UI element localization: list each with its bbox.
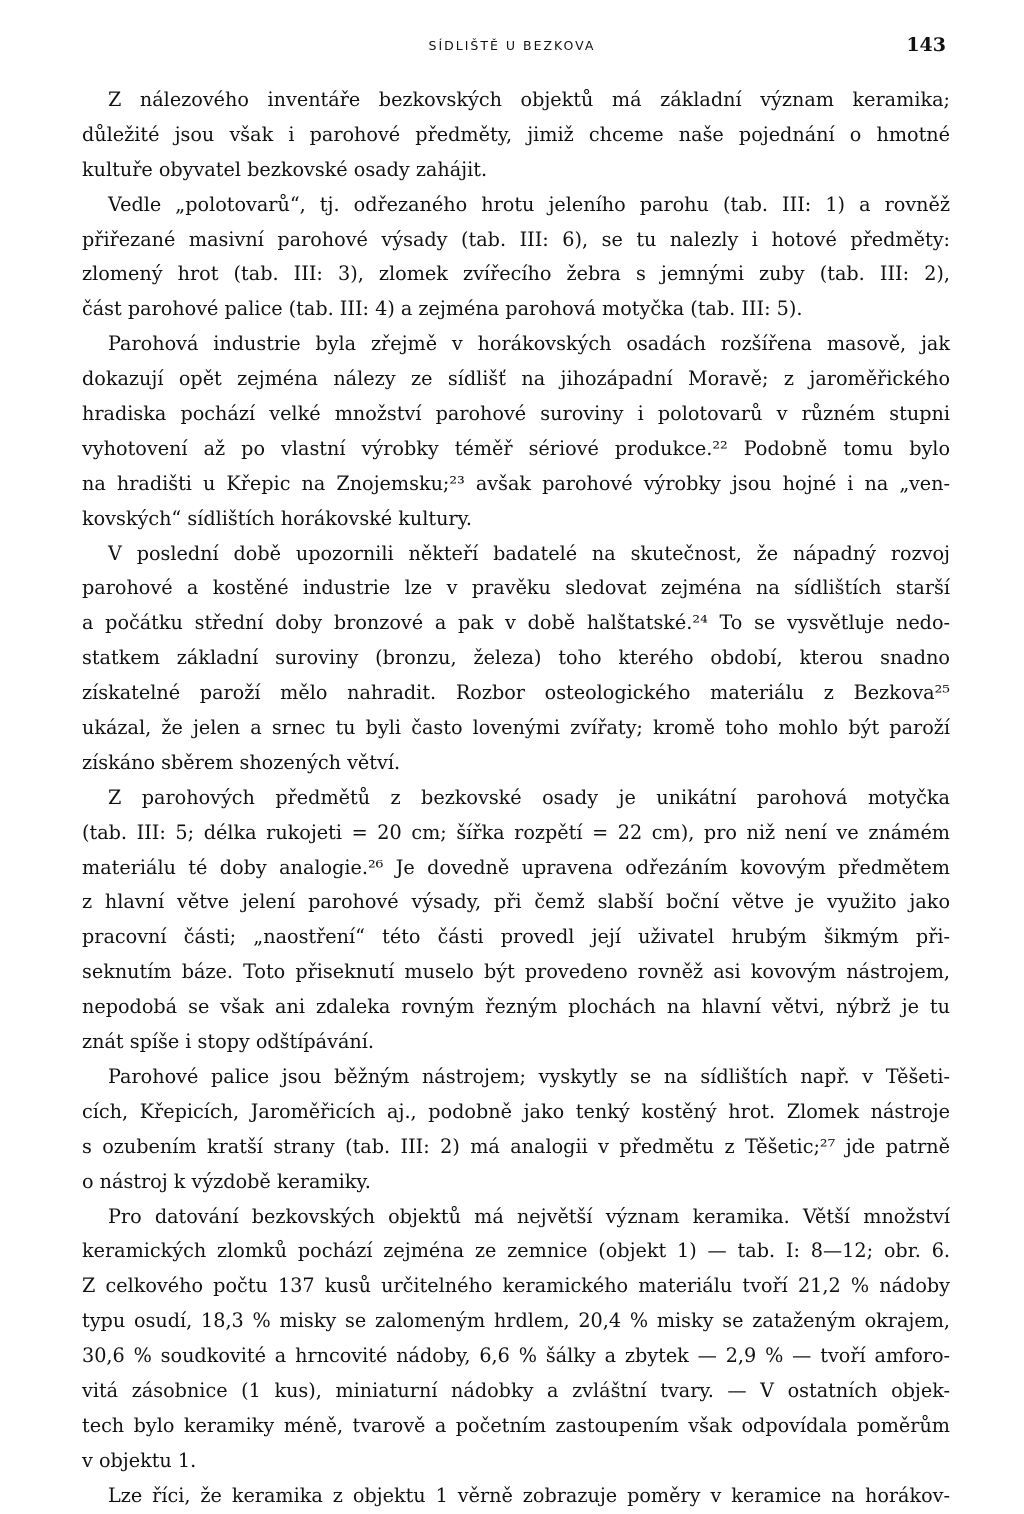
text-line: pracovní části; „naostření“ této části provedl její uživatel hrubým šikmým při- [82, 925, 950, 949]
text-line: v objektu 1. [82, 1448, 197, 1472]
text-line: s ozubením kratší strany (tab. III: 2) má analogii v předmětu z Těšetic;²⁷ jde patrně [82, 1134, 950, 1158]
text-line: na hradišti u Křepic na Znojemsku;²³ avšak parohové výrobky jsou hojné i na „ven- [82, 471, 950, 495]
text-line: Z nálezového inventáře bezkovských objektů má základní význam keramika; [108, 88, 950, 111]
text-line: část parohové palice (tab. III: 4) a zejména parohová motyčka (tab. III: 5). [82, 297, 803, 321]
text-line: znát spíše i stopy odštípávání. [82, 1030, 374, 1054]
text-line: keramických zlomků pochází zejména ze zemnice (objekt 1) — tab. I: 8—12; obr. 6. [82, 1239, 950, 1263]
text-line: důležité jsou však i parohové předměty, jimiž chceme naše pojednání o hmotné [82, 122, 950, 146]
page-number: 143 [906, 34, 946, 56]
text-line: Z celkového počtu 137 kusů určitelného keramického materiálu tvoří 21,2 % nádoby [82, 1274, 950, 1298]
text-line: ukázal, že jelen a srnec tu byli často lovenými zvířaty; kromě toho mohlo být paroží [82, 716, 950, 740]
text-line: parohové a kostěné industrie lze v pravěku sledovat zejména na sídlištích starší [82, 576, 950, 600]
text-line: o nástroj k výzdobě keramiky. [82, 1169, 371, 1193]
text-line: statkem základní suroviny (bronzu, železa) toho kterého období, kterou snadno [82, 646, 950, 670]
text-line: cích, Křepicích, Jaroměřicích aj., podobně jako tenký kostěný hrot. Zlomek nástroje [82, 1099, 950, 1123]
text-line: 30,6 % soudkovité a hrncovité nádoby, 6,6 % šálky a zbytek — 2,9 % — tvoří amforo- [82, 1344, 950, 1368]
running-title: SÍDLIŠTĚ U BEZKOVA [428, 38, 596, 53]
text-line: získáno sběrem shozených větví. [82, 750, 401, 774]
text-line: Parohové palice jsou běžným nástrojem; vyskytly se na sídlištích např. v Těšeti- [108, 1064, 950, 1088]
text-line: vyhotovení až po vlastní výrobky téměř sériové produkce.²² Podobně tomu bylo [82, 436, 950, 460]
text-line: a počátku střední doby bronzové a pak v době halštatské.²⁴ To se vysvětluje nedo- [82, 611, 950, 635]
text-line: seknutím báze. Toto přiseknutí muselo být provedeno rovněž asi kovovým nástrojem, [82, 960, 950, 984]
text-line: Vedle „polotovarů“, tj. odřezaného hrotu jeleního parohu (tab. III: 1) a rovněž [108, 192, 950, 216]
text-line: Lze říci, že keramika z objektu 1 věrně zobrazuje poměry v keramice na horákov- [108, 1483, 950, 1507]
running-head [0, 34, 1024, 60]
text-line: kovských“ sídlištích horákovské kultury. [82, 506, 472, 530]
text-line: zlomený hrot (tab. III: 3), zlomek zvířecího žebra s jemnými zuby (tab. III: 2), [82, 262, 950, 286]
text-line: Parohová industrie byla zřejmě v horákovských osadách rozšířena masově, jak [108, 332, 950, 356]
text-line: Z parohových předmětů z bezkovské osady je unikátní parohová motyčka [108, 785, 950, 809]
text-line: materiálu té doby analogie.²⁶ Je dovedně upravena odřezáním kovovým předmětem [82, 855, 950, 879]
body-text [82, 83, 950, 1514]
text-line: typu osudí, 18,3 % misky se zalomeným hrdlem, 20,4 % misky se zataženým okrajem, [82, 1309, 950, 1333]
text-line: nepodobá se však ani zdaleka rovným řezným plochách na hlavní větvi, nýbrž je tu [82, 995, 950, 1019]
text-line: získatelné paroží mělo nahradit. Rozbor osteologického materiálu z Bezkova²⁵ [82, 681, 950, 705]
text-line: (tab. III: 5; délka rukojeti = 20 cm; šířka rozpětí = 22 cm), pro niž není ve známém [82, 820, 950, 844]
text-line: vitá zásobnice (1 kus), miniaturní nádobky a zvláštní tvary. — V ostatních objek- [82, 1378, 950, 1402]
text-line: Pro datování bezkovských objektů má největší význam keramika. Větší množství [108, 1204, 950, 1228]
text-line: tech bylo keramiky méně, tvarově a početním zastoupením však odpovídala poměrům [82, 1413, 950, 1437]
text-line: V poslední době upozornili někteří badatelé na skutečnost, že nápadný rozvoj [108, 541, 950, 565]
text-line: z hlavní větve jelení parohové výsady, při čemž slabší boční větve je využito jako [82, 890, 950, 914]
text-line: kultuře obyvatel bezkovské osady zahájit. [82, 157, 488, 181]
text-line: přiřezané masivní parohové výsady (tab. III: 6), se tu nalezly i hotové předměty: [82, 227, 950, 251]
text-line: hradiska pochází velké množství parohové suroviny i polotovarů v různém stupni [82, 402, 950, 426]
text-line: dokazují opět zejména nálezy ze sídlišť na jihozápadní Moravě; z jaroměřického [82, 367, 950, 391]
